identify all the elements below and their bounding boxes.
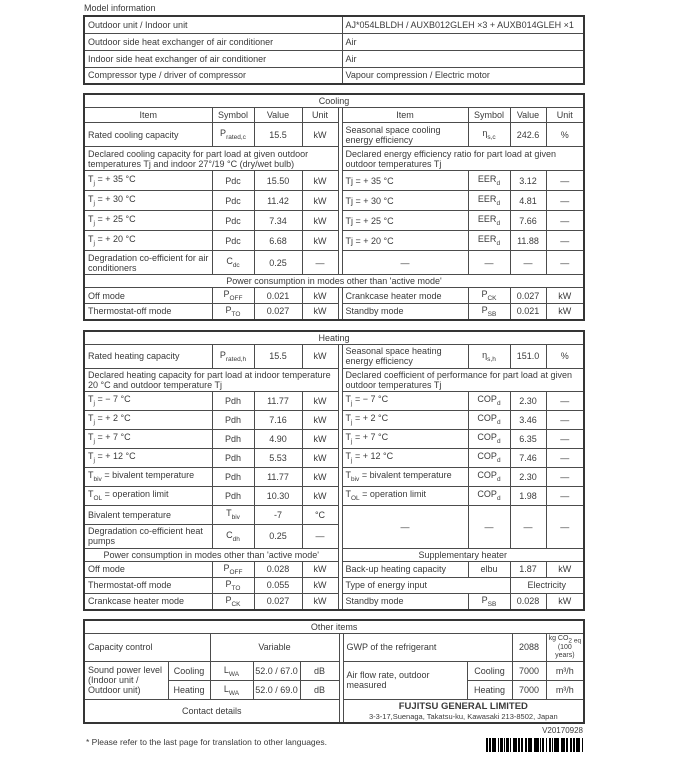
item-cell: Thermostat-off mode [84, 577, 212, 593]
item-cell: Crankcase heater mode [84, 593, 212, 609]
value-cell: 0.021 [510, 304, 546, 320]
unit-cell: kW [302, 288, 338, 304]
table-row [84, 251, 584, 275]
column-header-unit: Unit [546, 108, 584, 123]
value-cell: 242.6 [510, 123, 546, 147]
value-cell: 0.027 [254, 593, 302, 609]
version-number: V20170928 [542, 725, 583, 735]
table-row [84, 467, 584, 486]
value-cell: 0.021 [254, 288, 302, 304]
value-cell: — [510, 251, 546, 275]
value-cell: 11.88 [510, 231, 546, 251]
column-header-unit: Unit [302, 108, 338, 123]
table-row [84, 33, 584, 50]
value-cell: 4.81 [510, 191, 546, 211]
section-gap [83, 85, 583, 93]
value-cell: Electricity [510, 577, 584, 593]
item-cell: Tj = + 30 °C [342, 191, 468, 211]
unit-cell: kW [302, 391, 338, 410]
section-gap [83, 321, 583, 330]
item-cell: Off mode [84, 288, 212, 304]
item-cell: $T_j$ = − 7 °C [342, 391, 468, 410]
value-cell: 2088 [512, 633, 546, 661]
symbol-cell: $EER_d$ [468, 231, 510, 251]
value-cell: 6.68 [254, 231, 302, 251]
power-modes-banner: Power consumption in modes other than 'active mode' [84, 275, 584, 288]
unit-cell: kW [302, 448, 338, 467]
cooling-section-title: Cooling [84, 94, 584, 108]
symbol-cell: $COP_d$ [468, 467, 510, 486]
value-cell: 7.66 [510, 211, 546, 231]
column-header-item: Item [342, 108, 468, 123]
company-address: 3-3-17,Suenaga, Takatsu-ku, Kawasaki 213-8502, Japan [368, 711, 558, 721]
model-info-value-cell: Vapour compression / Electric motor [342, 67, 584, 84]
table-row [84, 429, 584, 448]
table-row [84, 410, 584, 429]
value-cell: 15.5 [254, 123, 302, 147]
unit-cell: dB [300, 661, 339, 680]
unit-cell: — [546, 467, 584, 486]
item-cell: — [342, 505, 468, 548]
table-row [84, 548, 584, 561]
symbol-cell: $P_{TO}$ [212, 577, 254, 593]
item-cell: Standby mode [342, 304, 468, 320]
gwp-unit-line1: kg $CO_{2 eq}$ [548, 634, 582, 644]
unit-cell: kW [302, 123, 338, 147]
symbol-cell: $P_{CK}$ [468, 288, 510, 304]
symbol-cell: Pdh [212, 448, 254, 467]
value-cell: 7.16 [254, 410, 302, 429]
heating-table [83, 330, 585, 611]
value-cell: 11.77 [254, 467, 302, 486]
symbol-cell: $T_{biv}$ [212, 505, 254, 524]
symbol-cell: $EER_d$ [468, 171, 510, 191]
item-cell: $T_j$ = + 12 °C [84, 448, 212, 467]
value-cell: 7.46 [510, 448, 546, 467]
mode-cell: Cooling [168, 661, 210, 680]
value-cell: 6.35 [510, 429, 546, 448]
value-cell: 3.12 [510, 171, 546, 191]
unit-cell [546, 633, 584, 661]
table-row [84, 633, 584, 661]
item-cell: Degradation co-efficient heat pumps [84, 524, 212, 548]
model-info-label-cell: Outdoor unit / Indoor unit [84, 16, 342, 33]
unit-cell: kW [302, 171, 338, 191]
item-cell: GWP of the refrigerant [343, 633, 512, 661]
table-row [84, 16, 584, 33]
symbol-cell: $P_{TO}$ [212, 304, 254, 320]
unit-cell: — [302, 251, 338, 275]
spec-sheet [83, 3, 583, 757]
item-cell: $T_j$ = + 2 °C [84, 410, 212, 429]
table-row [84, 368, 584, 391]
item-cell: $T_j$ = + 7 °C [342, 429, 468, 448]
symbol-cell: $EER_d$ [468, 211, 510, 231]
unit-cell: — [546, 211, 584, 231]
item-cell: $T_j$ = + 7 °C [84, 429, 212, 448]
item-cell: $T_j$ = + 35 °C [84, 171, 212, 191]
value-cell: 0.028 [254, 561, 302, 577]
unit-cell: kW [302, 486, 338, 505]
supplementary-heater-banner: Supplementary heater [342, 548, 584, 561]
value-cell: 5.53 [254, 448, 302, 467]
symbol-cell: Pdh [212, 429, 254, 448]
value-cell: 7000 [512, 661, 546, 680]
cooling-table [83, 93, 585, 321]
symbol-cell: Pdc [212, 171, 254, 191]
symbol-cell: $P_{OFF}$ [212, 561, 254, 577]
other-items-table [83, 619, 585, 724]
item-cell: Thermostat-off mode [84, 304, 212, 320]
table-row [84, 108, 584, 123]
footnote: * Please refer to the last page for translation to other languages. [86, 737, 327, 747]
declared-note-cell: Declared heating capacity for part load at indoor temperature 20 °C and outdoor temperature Tj [84, 368, 338, 391]
contact-details-label: Contact details [84, 699, 339, 723]
item-cell: $T_j$ = − 7 °C [84, 391, 212, 410]
unit-cell: — [546, 486, 584, 505]
item-cell: $T_{OL}$ = operation limit [84, 486, 212, 505]
model-info-value-cell: AJ*054LBLDH / AUXB012GLEH ×3 + AUXB014GLEH ×1 [342, 16, 584, 33]
value-cell: 0.25 [254, 251, 302, 275]
unit-cell: — [546, 191, 584, 211]
item-cell: Type of energy input [342, 577, 510, 593]
unit-cell: — [546, 505, 584, 548]
value-cell: 7000 [512, 680, 546, 699]
value-cell: 0.027 [510, 288, 546, 304]
unit-cell: dB [300, 680, 339, 699]
item-cell: $T_{biv}$ = bivalent temperature [342, 467, 468, 486]
symbol-cell: Pdh [212, 486, 254, 505]
unit-cell: m³/h [546, 661, 584, 680]
unit-cell: — [546, 171, 584, 191]
column-header-value: Value [510, 108, 546, 123]
unit-cell: — [546, 410, 584, 429]
table-row [84, 94, 584, 108]
unit-cell: kW [302, 304, 338, 320]
symbol-cell: $P_{rated,h}$ [212, 344, 254, 368]
symbol-cell: Pdh [212, 410, 254, 429]
unit-cell: °C [302, 505, 338, 524]
contact-details-value [343, 699, 584, 723]
declared-note-cell: Declared energy efficiency ratio for part load at given outdoor temperatures Tj [342, 147, 584, 171]
symbol-cell: $P_{OFF}$ [212, 288, 254, 304]
value-cell: 1.98 [510, 486, 546, 505]
symbol-cell: elbu [468, 561, 510, 577]
symbol-cell: — [468, 251, 510, 275]
symbol-cell: $\eta_{s,c}$ [468, 123, 510, 147]
table-row [84, 288, 584, 304]
unit-cell: kW [302, 191, 338, 211]
unit-cell: kW [302, 410, 338, 429]
unit-cell: — [546, 448, 584, 467]
symbol-cell: $COP_d$ [468, 448, 510, 467]
item-cell: Tj = + 25 °C [342, 211, 468, 231]
value-cell: 7.34 [254, 211, 302, 231]
unit-cell: kW [546, 561, 584, 577]
value-cell: 52.0 / 69.0 [253, 680, 300, 699]
mode-cell: Cooling [467, 661, 512, 680]
item-cell: $T_{biv}$ = bivalent temperature [84, 467, 212, 486]
table-row [84, 620, 584, 634]
item-cell: Standby mode [342, 593, 468, 609]
symbol-cell: $COP_d$ [468, 486, 510, 505]
unit-cell: kW [546, 288, 584, 304]
model-info-label-cell: Indoor side heat exchanger of air conditioner [84, 50, 342, 67]
model-info-table [83, 15, 585, 85]
symbol-cell: $\eta_{s,h}$ [468, 344, 510, 368]
symbol-cell: $P_{CK}$ [212, 593, 254, 609]
item-cell: Tj = + 35 °C [342, 171, 468, 191]
unit-cell: kW [546, 304, 584, 320]
symbol-cell: $L_{WA}$ [210, 661, 253, 680]
table-row [84, 699, 584, 723]
item-cell: $T_{OL}$ = operation limit [342, 486, 468, 505]
symbol-cell: — [468, 505, 510, 548]
value-cell: 52.0 / 67.0 [253, 661, 300, 680]
table-row [84, 123, 584, 147]
value-cell: 2.30 [510, 391, 546, 410]
value-cell: 2.30 [510, 467, 546, 486]
unit-cell: kW [302, 593, 338, 609]
unit-cell: kW [302, 467, 338, 486]
table-row [84, 211, 584, 231]
unit-cell: m³/h [546, 680, 584, 699]
item-cell: Seasonal space heating energy efficiency [342, 344, 468, 368]
value-cell: 0.028 [510, 593, 546, 609]
table-row [84, 50, 584, 67]
table-row [84, 486, 584, 505]
symbol-cell: Pdc [212, 191, 254, 211]
unit-cell: kW [302, 231, 338, 251]
symbol-cell: $COP_d$ [468, 410, 510, 429]
model-information-label: Model information [84, 3, 156, 13]
table-row [84, 561, 584, 577]
symbol-cell: Pdh [212, 391, 254, 410]
unit-cell: — [302, 524, 338, 548]
item-cell: Air flow rate, outdoor measured [343, 661, 467, 699]
value-cell: 3.46 [510, 410, 546, 429]
value-cell: 11.42 [254, 191, 302, 211]
heating-section-title: Heating [84, 331, 584, 345]
value-cell: 0.027 [254, 304, 302, 320]
item-cell: Bivalent temperature [84, 505, 212, 524]
model-info-value-cell: Air [342, 33, 584, 50]
symbol-cell: $P_{SB}$ [468, 304, 510, 320]
table-row [84, 147, 584, 171]
other-items-section-title: Other items [84, 620, 584, 634]
unit-cell: kW [302, 577, 338, 593]
column-header-item: Item [84, 108, 212, 123]
symbol-cell: Pdc [212, 231, 254, 251]
value-cell: 1.87 [510, 561, 546, 577]
unit-cell: — [546, 231, 584, 251]
table-row [84, 331, 584, 345]
value-cell: — [510, 505, 546, 548]
item-cell: Sound power level (Indoor unit / Outdoor unit) [84, 661, 168, 699]
unit-cell: kW [302, 211, 338, 231]
declared-note-cell: Declared coefficient of performance for part load at given outdoor temperatures Tj [342, 368, 584, 391]
column-header-symbol: Symbol [212, 108, 254, 123]
value-cell: 11.77 [254, 391, 302, 410]
gwp-unit-line2: (100 years) [555, 643, 575, 659]
table-row [84, 344, 584, 368]
unit-cell: kW [302, 429, 338, 448]
value-cell: 15.50 [254, 171, 302, 191]
symbol-cell: $C_{dc}$ [212, 251, 254, 275]
item-cell: Off mode [84, 561, 212, 577]
section-gap [83, 611, 583, 619]
mode-cell: Heating [467, 680, 512, 699]
table-row [84, 593, 584, 609]
value-cell: 151.0 [510, 344, 546, 368]
item-cell: Tj = + 20 °C [342, 231, 468, 251]
symbol-cell: $P_{rated,c}$ [212, 123, 254, 147]
table-row [84, 67, 584, 84]
item-cell: Rated cooling capacity [84, 123, 212, 147]
symbol-cell: $C_{dh}$ [212, 524, 254, 548]
unit-cell: kW [302, 561, 338, 577]
item-cell: Seasonal space cooling energy efficiency [342, 123, 468, 147]
power-modes-banner: Power consumption in modes other than 'active mode' [84, 548, 338, 561]
value-cell: 15.5 [254, 344, 302, 368]
value-cell: Variable [210, 633, 339, 661]
symbol-cell: Pdh [212, 467, 254, 486]
column-header-value: Value [254, 108, 302, 123]
table-row [84, 275, 584, 288]
item-cell: Degradation co-efficient for air conditioners [84, 251, 212, 275]
item-cell: $T_j$ = + 30 °C [84, 191, 212, 211]
item-cell: Crankcase heater mode [342, 288, 468, 304]
symbol-cell: $COP_d$ [468, 391, 510, 410]
unit-cell: % [546, 344, 584, 368]
table-row [84, 505, 584, 524]
symbol-cell: $P_{SB}$ [468, 593, 510, 609]
item-cell: $T_j$ = + 25 °C [84, 211, 212, 231]
value-cell: 0.055 [254, 577, 302, 593]
unit-cell: kW [302, 344, 338, 368]
item-cell: Rated heating capacity [84, 344, 212, 368]
table-row [84, 171, 584, 191]
model-info-label-cell: Compressor type / driver of compressor [84, 67, 342, 84]
item-cell: $T_j$ = + 20 °C [84, 231, 212, 251]
item-cell: Back-up heating capacity [342, 561, 468, 577]
table-row [84, 304, 584, 320]
unit-cell: — [546, 429, 584, 448]
item-cell: $T_j$ = + 2 °C [342, 410, 468, 429]
table-row [84, 391, 584, 410]
item-cell: $T_j$ = + 12 °C [342, 448, 468, 467]
table-row [84, 577, 584, 593]
declared-note-cell: Declared cooling capacity for part load at given outdoor temperatures Tj and indoor 27°/19 °C (dry/wet bulb) [84, 147, 338, 171]
model-info-label-cell: Outdoor side heat exchanger of air conditioner [84, 33, 342, 50]
value-cell: 4.90 [254, 429, 302, 448]
model-info-value-cell: Air [342, 50, 584, 67]
item-cell: Capacity control [84, 633, 210, 661]
value-cell: -7 [254, 505, 302, 524]
column-header-symbol: Symbol [468, 108, 510, 123]
symbol-cell: $L_{WA}$ [210, 680, 253, 699]
unit-cell: % [546, 123, 584, 147]
symbol-cell: $EER_d$ [468, 191, 510, 211]
table-row [84, 661, 584, 680]
symbol-cell: Pdc [212, 211, 254, 231]
symbol-cell: $COP_d$ [468, 429, 510, 448]
table-row [84, 191, 584, 211]
unit-cell: — [546, 391, 584, 410]
item-cell: — [342, 251, 468, 275]
company-name: FUJITSU GENERAL LIMITED [398, 700, 528, 712]
unit-cell: kW [546, 593, 584, 609]
value-cell: 0.25 [254, 524, 302, 548]
value-cell: 10.30 [254, 486, 302, 505]
table-row [84, 231, 584, 251]
table-row [84, 448, 584, 467]
unit-cell: — [546, 251, 584, 275]
mode-cell: Heating [168, 680, 210, 699]
